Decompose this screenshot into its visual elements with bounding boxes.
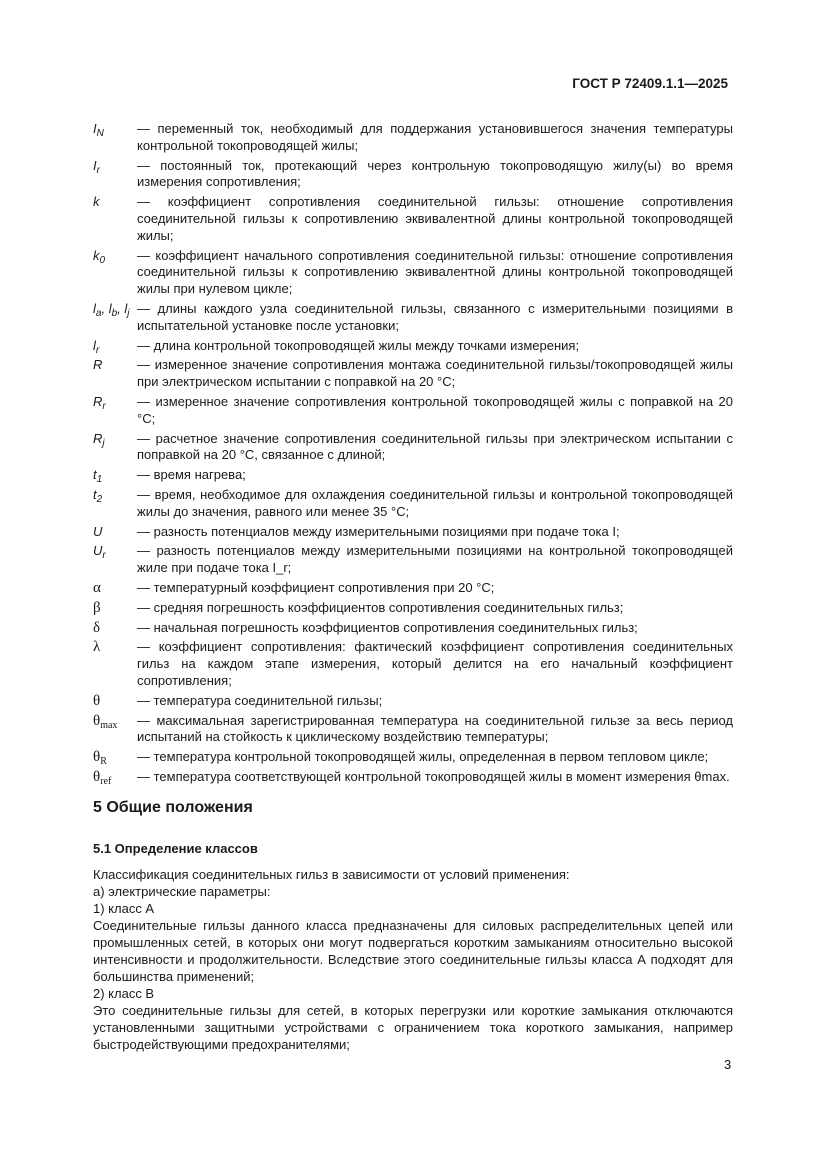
symbol-definitions-list <box>93 121 733 789</box>
definition-text: — коэффициент начального сопротивления соединительной гильзы: отношение сопротивления соединительной гильзы к сопротивлению эквивалентной длины контрольной токопроводящей жилы при нулевом цикле; <box>137 247 733 297</box>
section-title: 5 Общие положения <box>93 799 253 816</box>
definition-text: — температура контрольной токопроводящей жилы, определенная в первом тепловом цикле; <box>137 749 709 765</box>
definition-row <box>93 357 733 391</box>
definition-symbol: α <box>93 579 101 596</box>
definition-row <box>93 713 733 747</box>
definition-symbol: R <box>93 357 103 373</box>
definition-symbol: θ <box>93 692 101 709</box>
definition-symbol: δ <box>93 619 101 636</box>
paragraph-class-a: Соединительные гильзы данного класса предназначены для силовых распределительных цепей или промышленных сетей, в которых они могут подвергаться коротким замыканиям относительно высокой интенсивности и продолжительности. Вследствие этого соединительные гильзы класса А подходят для большинства применений; <box>93 918 733 984</box>
paragraph-class-a-heading: 1) класс А <box>93 901 155 916</box>
definition-text: — измеренное значение сопротивления монтажа соединительной гильзы/токопроводящей жилы при электрическом испытании с поправкой на 20 °С; <box>137 357 733 390</box>
definition-text: — коэффициент сопротивления: фактический коэффициент сопротивления соединительных гильз на каждом этапе измерения, который делится на его начальный коэффициент сопротивления; <box>137 639 733 688</box>
definition-symbol: $k_0$ <box>93 247 106 266</box>
definition-symbol: $l_a$, $l_b$, $l_j$ <box>93 300 130 319</box>
definition-text: — коэффициент сопротивления соединительной гильзы: отношение сопротивления соединительной гильзы к сопротивлению эквивалентной длины контрольной токопроводящей жилы; <box>137 194 733 243</box>
definition-row <box>93 600 733 617</box>
definition-symbol: $R_j$ <box>93 430 105 449</box>
definition-row <box>93 431 733 465</box>
definition-text: — максимальная зарегистрированная температура на соединительной гильзе за весь период испытаний на стойкость к циклическому воздействию температуры; <box>137 712 733 745</box>
definition-row <box>93 639 733 689</box>
definition-row <box>93 580 733 597</box>
definition-text: — средняя погрешность коэффициентов сопротивления соединительных гильз; <box>137 599 624 615</box>
definition-symbol: $\theta_R$ <box>93 749 107 768</box>
definition-text: — постоянный ток, протекающий через контрольную токопроводящую жилу(ы) во время измерения сопротивления; <box>137 157 733 190</box>
definition-text: — температура соединительной гильзы; <box>137 692 383 708</box>
definition-text: — измеренное значение сопротивления контрольной токопроводящей жилы с поправкой на 20 °С; <box>137 393 733 426</box>
definition-symbol: U <box>93 523 103 539</box>
definition-row <box>93 693 733 710</box>
page-number: 3 <box>724 1057 732 1072</box>
paragraph-electrical: а) электрические параметры: <box>93 884 271 899</box>
definition-row <box>93 121 733 155</box>
definition-row <box>93 194 733 244</box>
definition-row <box>93 769 733 786</box>
definition-row <box>93 524 733 541</box>
definition-row <box>93 487 733 521</box>
paragraph-classification: Классификация соединительных гильз в зависимости от условий применения: <box>93 867 570 882</box>
definition-row <box>93 301 733 335</box>
definition-text: — начальная погрешность коэффициентов сопротивления соединительных гильз; <box>137 619 638 635</box>
definition-symbol: $l_r$ <box>93 337 100 356</box>
definition-row <box>93 158 733 192</box>
definition-symbol: $R_r$ <box>93 393 106 412</box>
definition-row <box>93 543 733 577</box>
definition-text: — разность потенциалов между измерительными позициями при подаче тока I; <box>137 523 620 539</box>
definition-text: — время нагрева; <box>137 467 246 483</box>
definition-text: — температурный коэффициент сопротивления при 20 °С; <box>137 579 495 595</box>
definition-row <box>93 620 733 637</box>
definition-row <box>93 749 733 766</box>
definition-symbol: $\theta_{max}$ <box>93 712 118 731</box>
definition-row <box>93 394 733 428</box>
definition-symbol: $U_r$ <box>93 543 106 562</box>
definition-text: — длина контрольной токопроводящей жилы между точками измерения; <box>137 337 580 353</box>
definition-symbol: β <box>93 599 101 616</box>
subsection-title: 5.1 Определение классов <box>93 841 258 856</box>
definition-symbol: $t_1$ <box>93 467 103 486</box>
definition-row <box>93 467 733 484</box>
definition-text: — время, необходимое для охлаждения соединительной гильзы и контрольной токопроводящей жилы до значения, равного или менее 35 °С; <box>137 486 733 519</box>
definition-symbol: $\theta_{ref}$ <box>93 768 112 787</box>
definition-symbol: $t_2$ <box>93 486 103 505</box>
body-text <box>93 866 733 1053</box>
definition-text: — переменный ток, необходимый для поддержания установившегося значения температуры контрольной токопроводящей жилы; <box>137 121 733 153</box>
definition-symbol: $I_N$ <box>93 121 104 139</box>
definition-symbol: $I_r$ <box>93 157 100 176</box>
definition-text: — температура соответствующей контрольной токопроводящей жилы в момент измерения θmax. <box>137 768 730 784</box>
document-header: ГОСТ Р 72409.1.1—2025 <box>572 76 728 91</box>
definition-symbol: k <box>93 194 100 210</box>
definition-text: — разность потенциалов между измерительными позициями на контрольной токопроводящей жиле при подаче тока I_r; <box>137 543 733 576</box>
definition-text: — длины каждого узла соединительной гильзы, связанного с измерительными позициями в испытательной установке после установки; <box>137 300 733 333</box>
definition-row <box>93 248 733 298</box>
definition-text: — расчетное значение сопротивления соединительной гильзы при электрическом испытании с поправкой на 20 °С, связанное с длиной; <box>137 430 733 463</box>
paragraph-class-b-heading: 2) класс В <box>93 986 155 1001</box>
definition-row <box>93 338 733 355</box>
definition-symbol: λ <box>93 639 101 656</box>
paragraph-class-b: Это соединительные гильзы для сетей, в которых перегрузки или короткие замыкания отключаются установленными защитными устройствами с ограничением тока короткого замыкания, например быстродействующими предохранителями; <box>93 1003 733 1052</box>
